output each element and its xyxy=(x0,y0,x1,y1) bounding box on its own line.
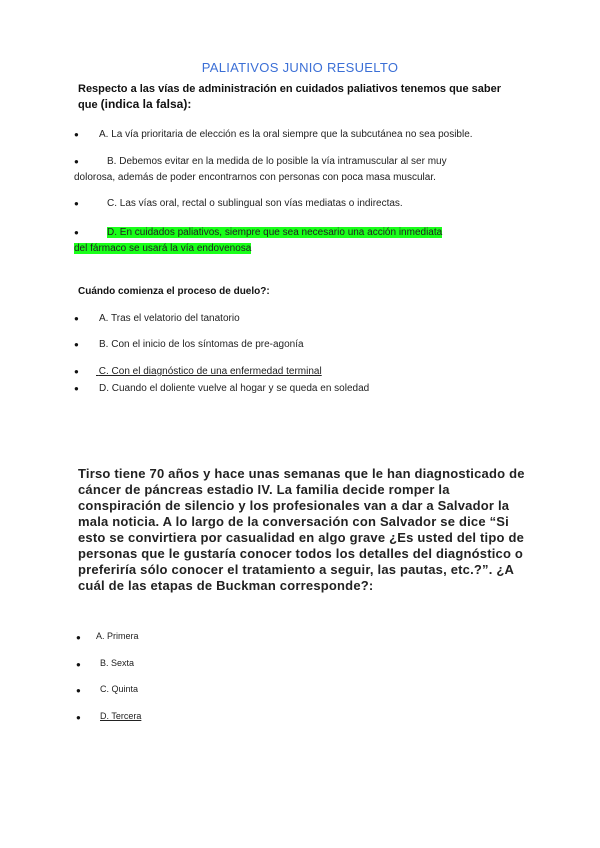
question-3: Tirso tiene 70 años y hace unas semanas que le han diagnosticado de cáncer de páncreas estadio IV. La familia decide romper la conspiración de silencio y los profesionales van a dar a Salvador la mala noticia. A lo largo de la conversación con Salvador se dice “Si esto se convirtiera por casualidad en algo grave ¿Es usted del tipo de personas que le gustaría conocer todos los detalles del diagnóstico o preferiría sólo conocer el tratamiento a seguir, las pautas, etc.?”. ¿A cuál de las etapas de Buckman corresponde?: xyxy=(78,466,525,593)
bullet-icon: ● xyxy=(74,157,79,166)
question-1-text: Respecto a las vías de administración en cuidados paliativos tenemos que saber que xyxy=(78,83,502,111)
q2-option-a: A. Tras el velatorio del tanatorio xyxy=(99,313,240,324)
q2-option-d: D. Cuando el doliente vuelve al hogar y se queda en soledad xyxy=(99,383,370,394)
document-title: PALIATIVOS JUNIO RESUELTO xyxy=(201,60,399,75)
bullet-icon: ● xyxy=(74,384,79,393)
q3-option-a: A. Primera xyxy=(96,631,139,641)
q1-option-c: C. Las vías oral, rectal o sublingual son vías mediatas o indirectas. xyxy=(107,198,403,209)
q2-option-c xyxy=(96,364,322,379)
bullet-icon: ● xyxy=(76,660,81,669)
q1-option-b-cont: dolorosa, además de poder encontrarnos con personas con poca masa muscular. xyxy=(74,172,436,183)
bullet-icon: ● xyxy=(74,228,79,237)
bullet-icon: ● xyxy=(76,713,81,722)
q3-option-b: B. Sexta xyxy=(100,658,135,668)
bullet-icon: ● xyxy=(74,314,79,323)
bullet-icon: ● xyxy=(74,367,79,376)
bullet-icon: ● xyxy=(74,130,79,139)
question-1 xyxy=(78,82,518,113)
bullet-icon: ● xyxy=(76,686,81,695)
q3-option-c: C. Quinta xyxy=(100,684,139,694)
q1-option-d-cont xyxy=(74,241,251,256)
q1-option-d xyxy=(107,225,442,240)
q1-option-a: A. La vía prioritaria de elección es la oral siempre que la subcutánea no sea posible. xyxy=(99,129,473,140)
q3-option-d: D. Tercera xyxy=(100,711,142,721)
bullet-icon: ● xyxy=(76,633,81,642)
bullet-icon: ● xyxy=(74,199,79,208)
question-2: Cuándo comienza el proceso de duelo?: xyxy=(78,286,270,297)
q1-option-b: B. Debemos evitar en la medida de lo posible la vía intramuscular al ser muy xyxy=(107,156,447,167)
question-1-tail: (indica la falsa): xyxy=(100,97,192,111)
q2-option-c-text: C. Con el diagnóstico de una enfermedad terminal xyxy=(98,366,322,377)
q1-option-d-cont-highlight: del fármaco se usará la vía endovenosa xyxy=(74,243,252,254)
q1-option-d-highlight: D. En cuidados paliativos, siempre que sea necesario una acción inmediata xyxy=(107,227,443,238)
q2-option-b: B. Con el inicio de los síntomas de pre-agonía xyxy=(99,339,304,350)
bullet-icon: ● xyxy=(74,340,79,349)
